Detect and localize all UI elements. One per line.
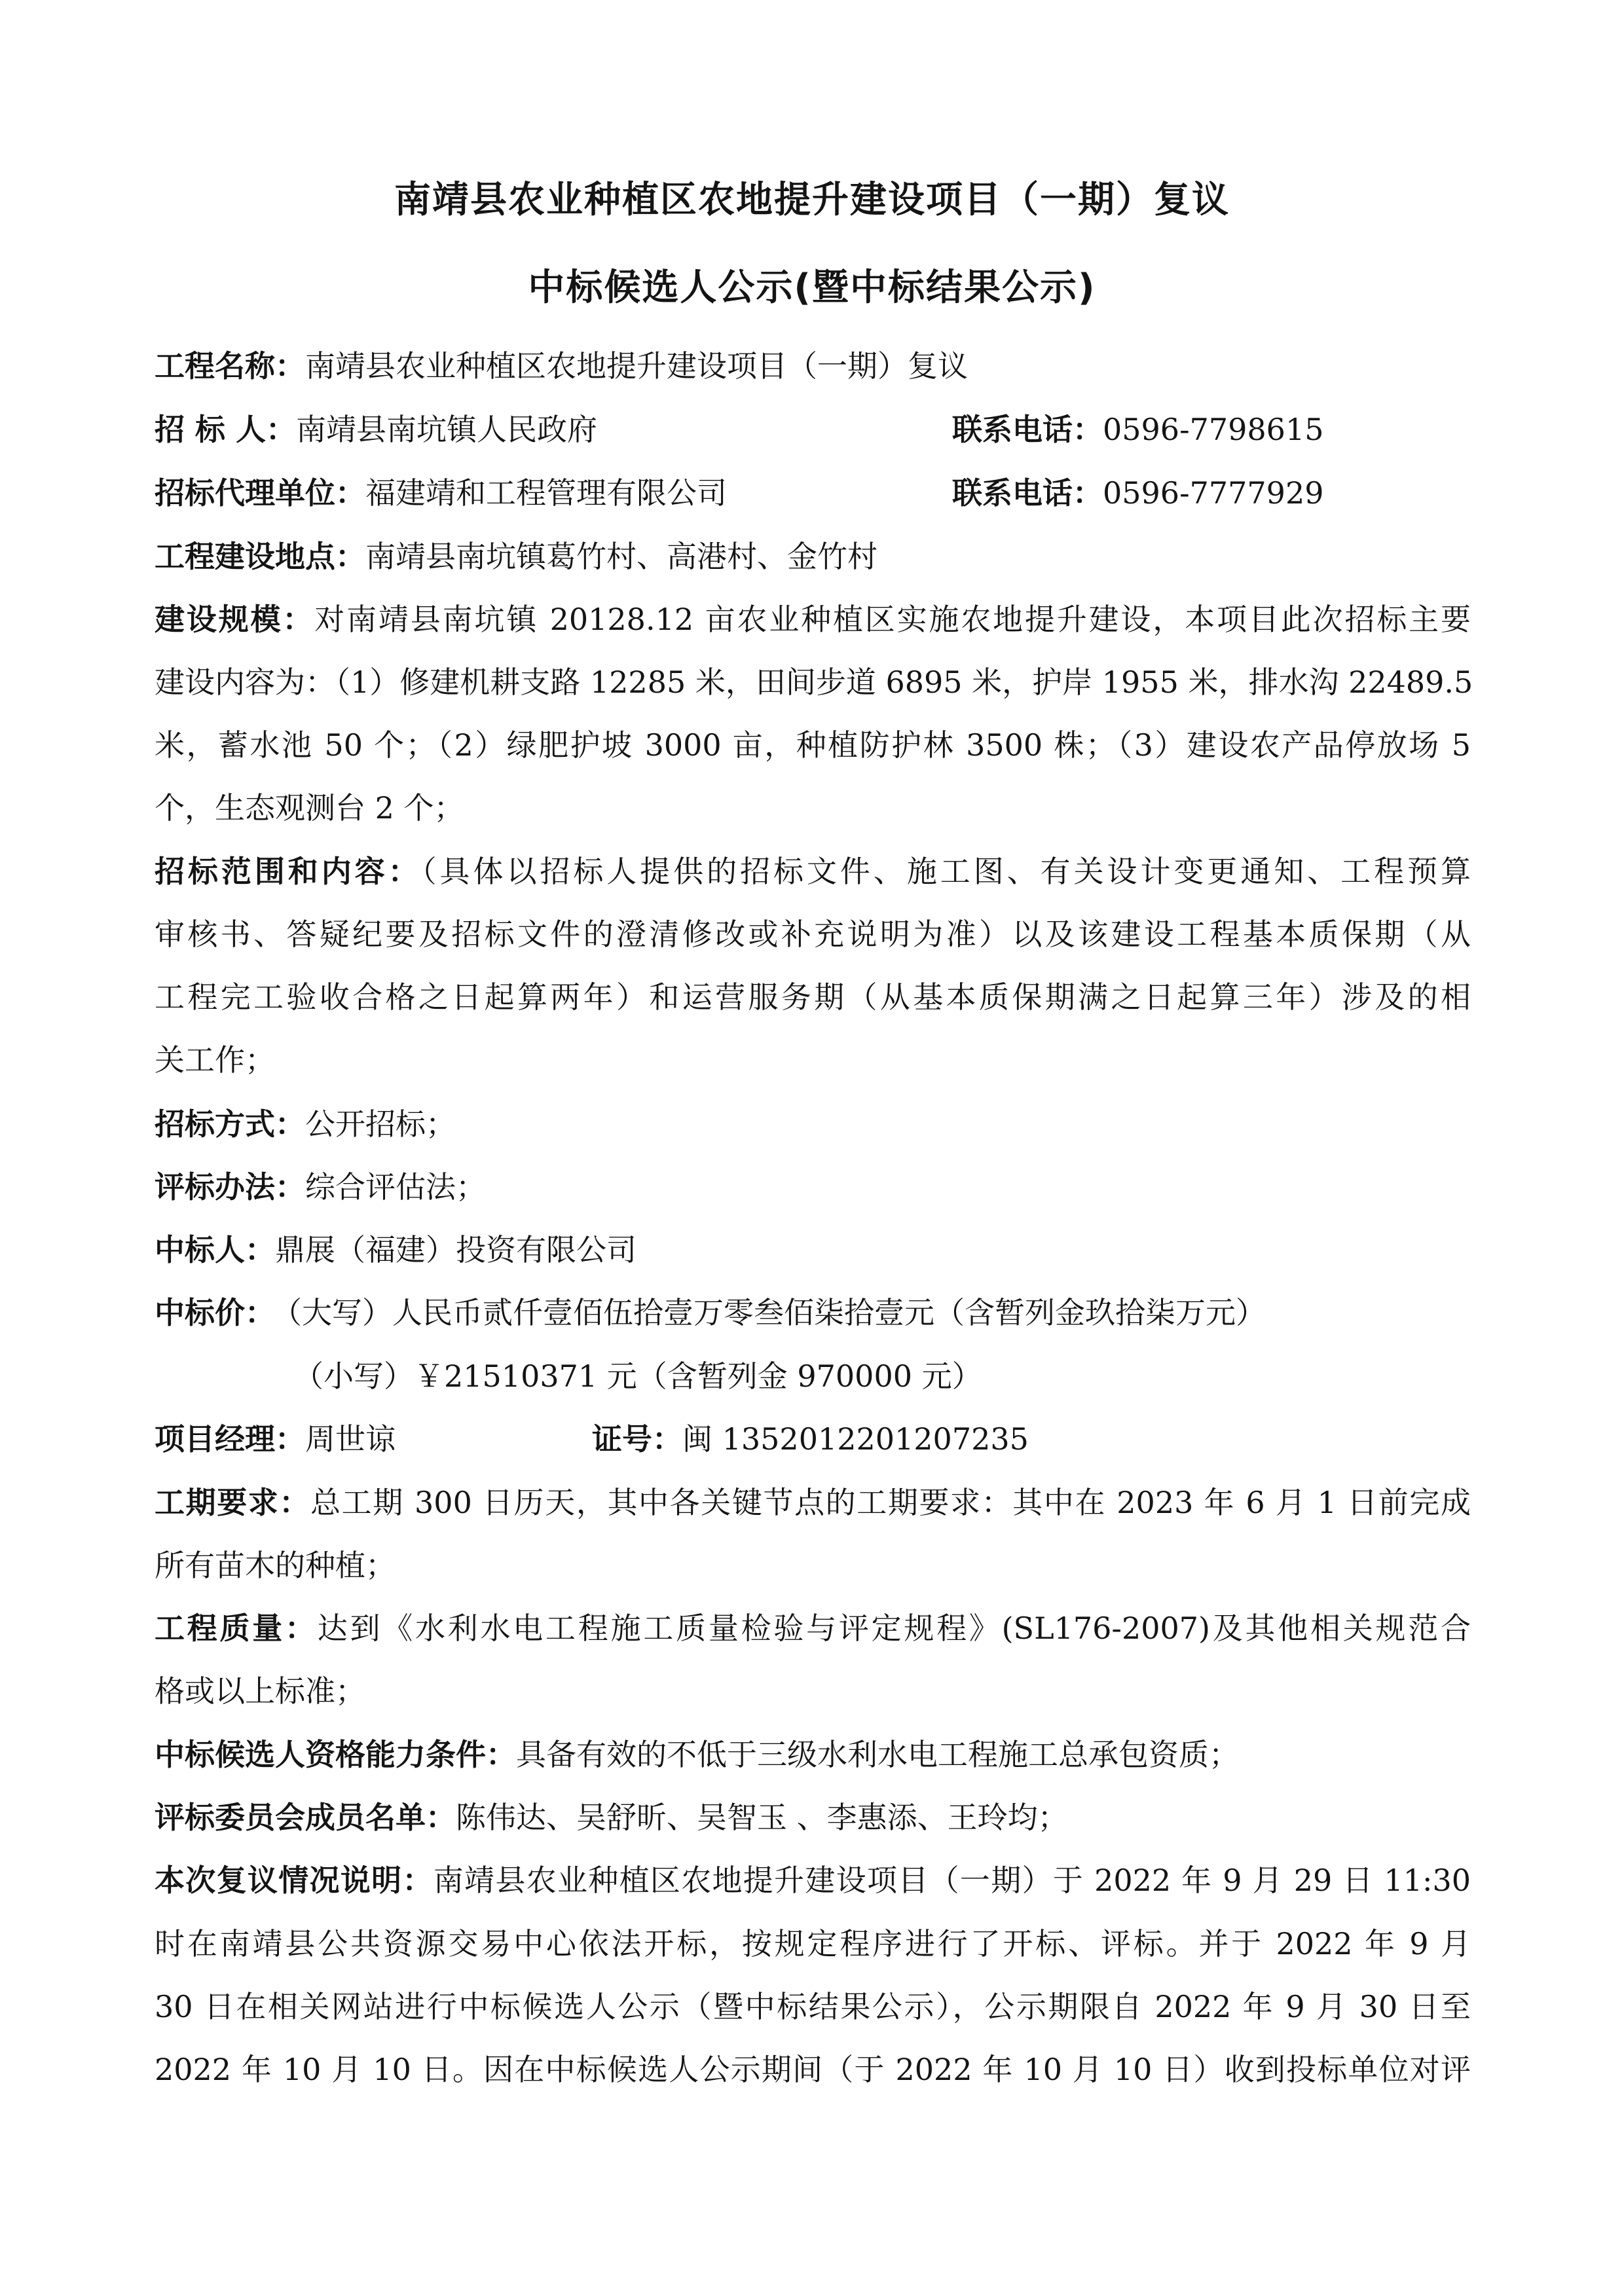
review-line-2: 时在南靖县公共资源交易中心依法开标，按规定程序进行了开标、评标。并于 2022 年 9 月 (155, 1926, 1471, 1961)
location-label: 工程建设地点： (155, 539, 365, 574)
manager-row (155, 1421, 1471, 1457)
scale-line-2: 建设内容为：（1）修建机耕支路 12285 米，田间步道 6895 米，护岸 1955 米，排水沟 22489.5 (155, 665, 1473, 700)
review-line-3: 30 日在相关网站进行中标候选人公示（暨中标结果公示），公示期限自 2022 年 9 月 30 日至 (155, 1989, 1471, 2024)
review-line-4: 2022 年 10 月 10 日。因在中标候选人公示期间（于 2022 年 10 月 10 日）收到投标单位对评 (155, 2052, 1471, 2087)
document-title-line1: 南靖县农业种植区农地提升建设项目（一期）复议 (394, 179, 1230, 221)
scope-line-4: 关工作； (155, 1042, 275, 1078)
method-value: 公开招标； (305, 1106, 456, 1142)
location-row (155, 541, 1471, 572)
scale-line-3: 米，蓄水池 50 个；（2）绿肥护坡 3000 亩，种植防护林 3500 株；（3）建设农产品停放场 5 (155, 727, 1471, 763)
project-name-row (155, 348, 1471, 384)
winner-label: 中标人： (155, 1232, 275, 1267)
tenderer-phone (952, 414, 1323, 445)
review-text-1: 南靖县农业种植区农地提升建设项目（一期）于 2022 年 9 月 29 日 11:30 (433, 1863, 1471, 1898)
evaluation-value: 综合评估法； (305, 1169, 486, 1205)
scope-text-1: （具体以招标人提供的招标文件、施工图、有关设计变更通知、工程预算 (421, 854, 1471, 889)
manager-cert-label: 证号： (592, 1421, 682, 1457)
agent-phone (952, 475, 1324, 511)
committee-value: 陈伟达、吴舒昕、吴智玉 、李惠添、王玲均； (456, 1800, 1068, 1835)
method-row (155, 1106, 1471, 1142)
scope-line-2: 审核书、答疑纪要及招标文件的澄清修改或补充说明为准）以及该建设工程基本质保期（从 (155, 917, 1471, 952)
price-label: 中标价： (155, 1295, 275, 1330)
qualification-label: 中标候选人资格能力条件： (155, 1737, 516, 1772)
method-label: 招标方式： (155, 1106, 305, 1142)
agent-value: 福建靖和工程管理有限公司 (365, 475, 727, 511)
tenderer-value: 南靖县南坑镇人民政府 (296, 412, 598, 447)
manager-cert-value: 闽 1352012201207235 (682, 1421, 1029, 1457)
quality-line-1 (155, 1611, 1471, 1646)
schedule-line-1 (155, 1487, 1471, 1518)
manager-cert (592, 1421, 1029, 1457)
price-upper-value: （大写）人民币贰仟壹佰伍拾壹万零叁佰柒拾壹元（含暂列金玖拾柒万元） (287, 1295, 1266, 1330)
tenderer-label: 招 标 人： (155, 412, 297, 447)
scale-line-1 (155, 602, 1471, 637)
committee-row (155, 1800, 1471, 1835)
location-value: 南靖县南坑镇葛竹村、高港村、金竹村 (365, 539, 877, 574)
quality-line-2: 格或以上标准； (155, 1673, 365, 1709)
agent-row (155, 475, 1471, 511)
schedule-text-1: 总工期 300 日历天，其中各关键节点的工期要求：其中在 2023 年 6 月 1 日前完成 (310, 1485, 1471, 1520)
winner-row (155, 1232, 1471, 1267)
document-title-line2: 中标候选人公示(暨中标结果公示) (528, 266, 1096, 309)
agent-phone-label: 联系电话： (952, 475, 1103, 511)
price-lower-value: （小写）￥21510371 元（含暂列金 970000 元） (293, 1358, 982, 1394)
qualification-value: 具备有效的不低于三级水利水电工程施工总承包资质； (516, 1737, 1239, 1772)
agent-phone-value: 0596-7777929 (1103, 475, 1324, 511)
tenderer-phone-value: 0596-7798615 (1103, 412, 1324, 447)
scale-line-4: 个，生态观测台 2 个； (155, 790, 464, 826)
price-row-upper (155, 1295, 1471, 1330)
manager-label: 项目经理： (155, 1421, 305, 1457)
schedule-line-2: 所有苗木的种植； (155, 1548, 396, 1583)
review-line-1 (155, 1863, 1471, 1898)
scope-line-1 (155, 854, 1471, 889)
review-label: 本次复议情况说明： (155, 1863, 434, 1898)
evaluation-label: 评标办法： (155, 1169, 305, 1205)
manager-value: 周世谅 (305, 1421, 396, 1457)
tenderer-row (155, 414, 1471, 445)
scale-text-1: 对南靖县南坑镇 20128.12 亩农业种植区实施农地提升建设，本项目此次招标主要 (314, 602, 1471, 637)
scale-label: 建设规模： (155, 602, 315, 637)
tenderer-phone-label: 联系电话： (952, 412, 1103, 447)
scope-label: 招标范围和内容： (155, 854, 422, 889)
quality-text-1: 达到《水利水电工程施工质量检验与评定规程》(SL176-2007)及其他相关规范合 (317, 1611, 1471, 1646)
agent-label: 招标代理单位： (155, 475, 365, 511)
quality-label: 工程质量： (155, 1611, 318, 1646)
project-name-label: 工程名称： (155, 348, 305, 384)
scope-line-3: 工程完工验收合格之日起算两年）和运营服务期（从基本质保期满之日起算三年）涉及的相 (155, 979, 1471, 1015)
qualification-row (155, 1737, 1471, 1772)
evaluation-row (155, 1169, 1471, 1205)
winner-value: 鼎展（福建）投资有限公司 (275, 1232, 637, 1267)
schedule-label: 工期要求： (155, 1485, 311, 1520)
project-name-value: 南靖县农业种植区农地提升建设项目（一期）复议 (305, 348, 968, 384)
committee-label: 评标委员会成员名单： (155, 1800, 456, 1835)
